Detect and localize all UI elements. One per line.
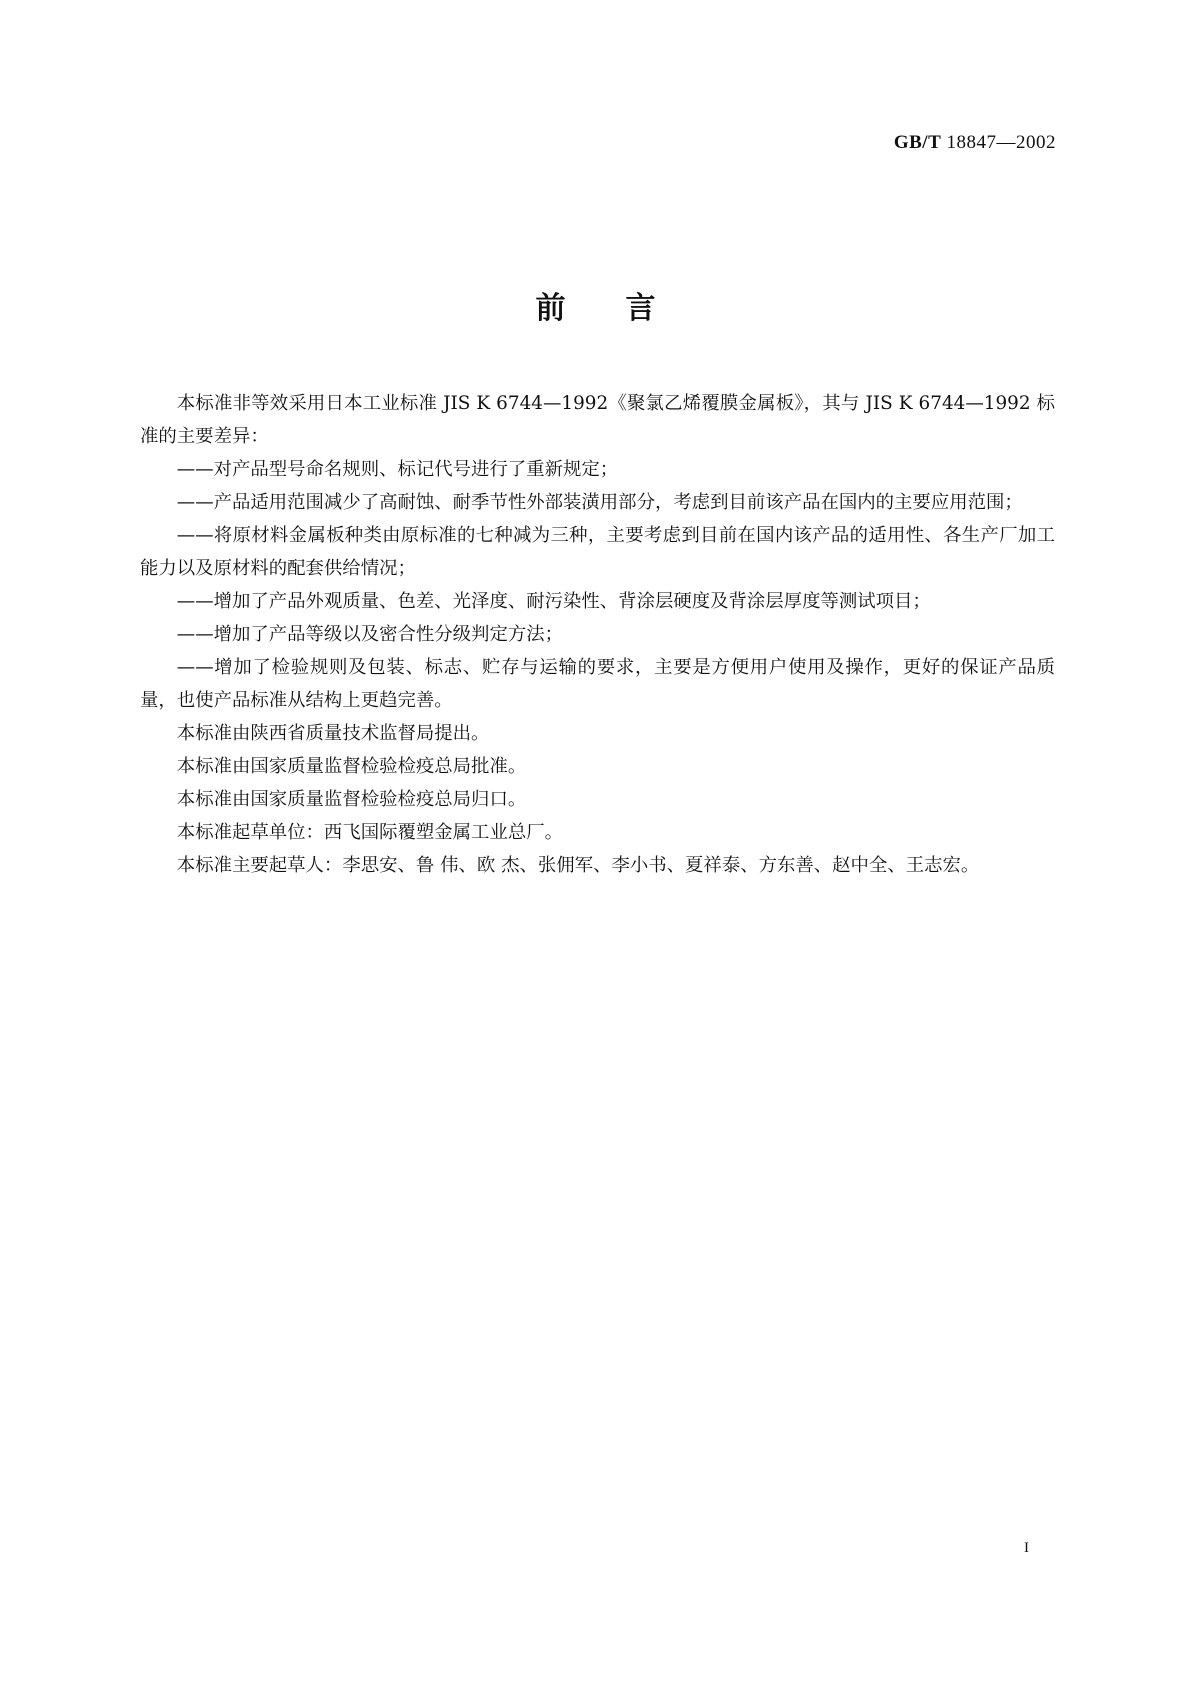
paragraph-intro: 本标准非等效采用日本工业标准 JIS K 6744—1992《聚氯乙烯覆膜金属板》，其与 JIS K 6744—1992 标准的主要差异： [140, 393, 1055, 447]
paragraph-difference-6: ——增加了检验规则及包装、标志、贮存与运输的要求，主要是方便用户使用及操作，更好的保证产品质量，也使产品标准从结构上更趋完善。 [140, 657, 1055, 711]
standard-code [894, 132, 1056, 154]
paragraph-difference-3: ——将原材料金属板种类由原标准的七种减为三种，主要考虑到目前在国内该产品的适用性、各生产厂加工能力以及原材料的配套供给情况； [140, 525, 1055, 579]
foreword-body [140, 387, 1055, 882]
paragraph-drafting-unit: 本标准起草单位：西飞国际覆塑金属工业总厂。 [176, 822, 564, 843]
paragraph-drafters: 本标准主要起草人：李思安、鲁 伟、欧 杰、张佣军、李小书、夏祥泰、方东善、赵中全、王志宏。 [176, 855, 980, 876]
page-title: 前言 [535, 291, 716, 326]
paragraph-proposed-by: 本标准由陕西省质量技术监督局提出。 [176, 723, 490, 744]
standard-code-prefix: GB/T [893, 132, 942, 153]
paragraph-difference-1: ——对产品型号命名规则、标记代号进行了重新规定； [176, 459, 619, 480]
standard-code-number: 18847—2002 [946, 132, 1056, 153]
paragraph-difference-2: ——产品适用范围减少了高耐蚀、耐季节性外部装潢用部分，考虑到目前该产品在国内的主要应用范围； [176, 492, 1023, 513]
page-number: I [1024, 1540, 1029, 1556]
paragraph-approved-by: 本标准由国家质量监督检验检疫总局批准。 [176, 756, 527, 777]
paragraph-difference-4: ——增加了产品外观质量、色差、光泽度、耐污染性、背涂层硬度及背涂层厚度等测试项目； [176, 591, 931, 612]
paragraph-managed-by: 本标准由国家质量监督检验检疫总局归口。 [176, 789, 527, 810]
paragraph-difference-5: ——增加了产品等级以及密合性分级判定方法； [176, 624, 564, 645]
